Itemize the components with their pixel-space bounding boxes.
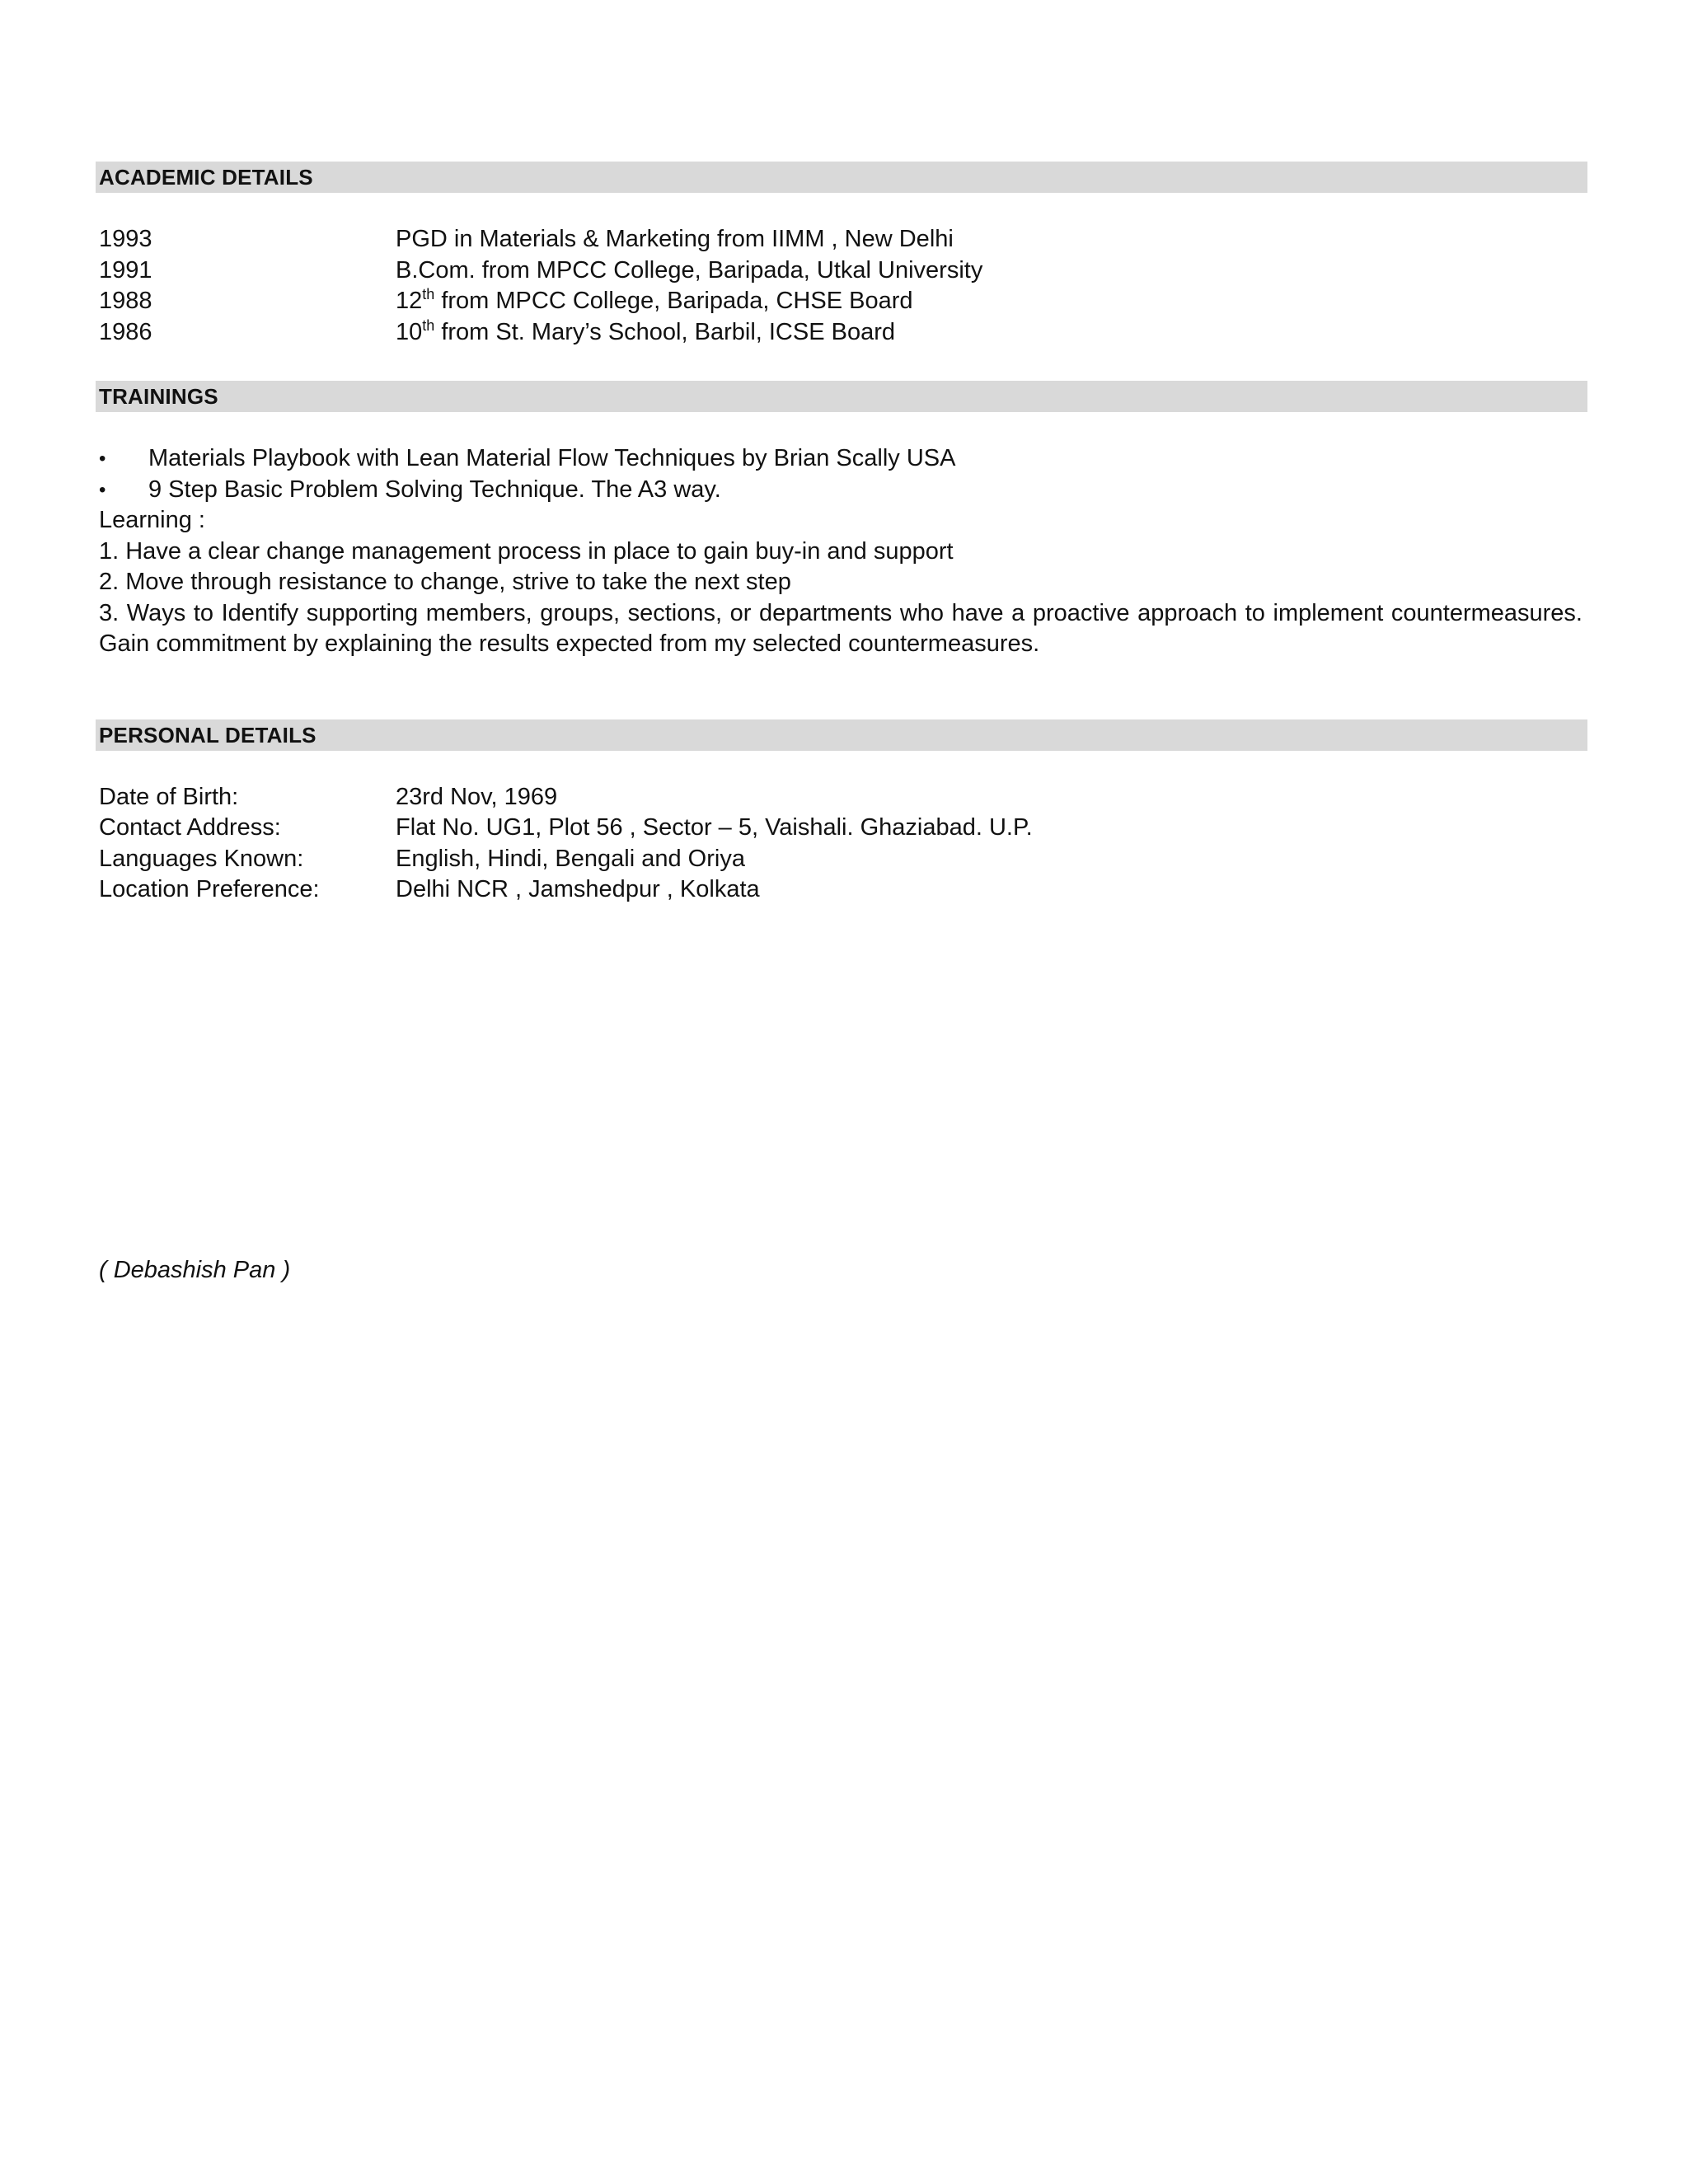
personal-row [96,782,1587,813]
personal-label: Contact Address: [99,814,281,841]
training-title: 9 Step Basic Problem Solving Technique. The A3 way. [148,476,721,503]
personal-row [96,813,1587,844]
training-bullet-item [99,475,1587,506]
personal-details-list [96,782,1587,906]
signature-name: ( Debashish Pan ) [99,1256,291,1283]
academic-year: 1991 [99,256,152,284]
learning-point: 2. Move through resistance to change, strive to take the next step [99,569,791,595]
learning-point: 1. Have a clear change management process in place to gain buy-in and support [99,537,954,565]
personal-value: Flat No. UG1, Plot 56 , Sector – 5, Vaishali. Ghaziabad. U.P. [396,814,1033,841]
academic-qualification [396,317,1587,349]
qualification-detail: from St. Mary’s School, Barbil, ICSE Board [434,318,895,345]
academic-row [96,317,1587,349]
personal-row [96,844,1587,875]
qualification-level: 10 [396,318,423,345]
academic-row [96,255,1587,287]
qualification-level: 12 [396,288,423,314]
bullet-icon: • [99,448,106,470]
academic-year: 1986 [99,318,152,345]
bullet-icon: • [99,478,106,501]
ordinal-suffix: th [422,286,435,302]
academic-details-list [96,224,1587,348]
learning-label: Learning : [99,507,205,533]
personal-row [96,874,1587,906]
trainings-header: TRAININGS [96,381,1587,412]
academic-qualification: PGD in Materials & Marketing from IIMM , New Delhi [396,226,954,252]
training-title: Materials Playbook with Lean Material Flow Techniques by Brian Scally USA [148,445,956,471]
personal-details-header: PERSONAL DETAILS [96,719,1587,751]
personal-value: 23rd Nov, 1969 [396,783,558,810]
personal-label: Date of Birth: [99,783,239,810]
resume-content [96,162,1587,1286]
academic-details-header: ACADEMIC DETAILS [96,162,1587,193]
qualification-detail: from MPCC College, Baripada, CHSE Board [434,288,913,314]
academic-row [96,286,1587,317]
personal-label: Languages Known: [99,845,304,872]
academic-qualification [396,286,1587,317]
trainings-body [96,443,1587,660]
personal-value: English, Hindi, Bengali and Oriya [396,845,745,872]
learning-point: 3. Ways to Identify supporting members, groups, sections, or departments who have a proactive approach to implement countermeasures. Gain commitment by explaining the results expected from my selected countermeasures. [99,599,1582,657]
academic-year: 1988 [99,288,152,314]
personal-label: Location Preference: [99,876,320,902]
academic-year: 1993 [99,226,152,252]
academic-qualification: B.Com. from MPCC College, Baripada, Utkal University [396,256,983,284]
academic-row [96,224,1587,255]
ordinal-suffix: th [422,316,435,334]
personal-value: Delhi NCR , Jamshedpur , Kolkata [396,876,760,902]
training-bullet-item [99,443,1587,475]
